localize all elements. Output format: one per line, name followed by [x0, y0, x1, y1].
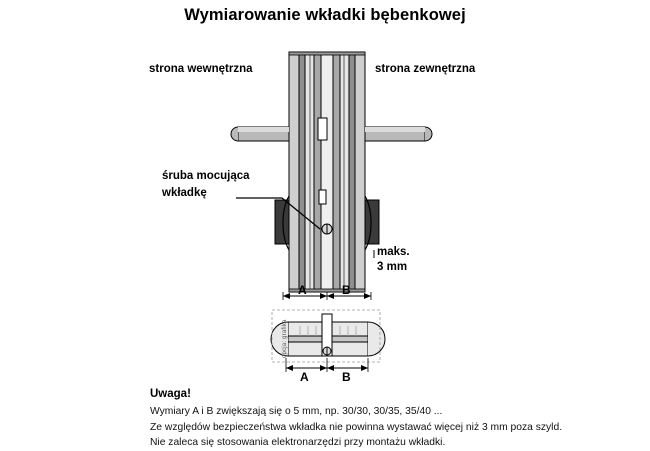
bottom-dimension-line — [286, 358, 368, 372]
label-outer-side: strona zewnętrzna — [375, 63, 476, 75]
notice-line-3: Nie zaleca się stosowania elektronarzędzi przy montażu wkładki. — [150, 437, 446, 448]
bottom-dim-b: B — [342, 370, 351, 384]
bottom-dim-a: A — [300, 370, 309, 384]
top-dim-b: B — [342, 283, 351, 297]
cylinder-body-top-view — [289, 52, 365, 292]
keyway-slot — [319, 190, 326, 204]
notice-line-1: Wymiary A i B zwiększają się o 5 mm, np. 30/30, 30/35, 35/40 ... — [150, 406, 443, 417]
cylinder-side-view — [271, 314, 385, 356]
notice-heading: Uwaga! — [150, 388, 191, 400]
page-title: Wymiarowanie wkładki bębenkowej — [184, 6, 466, 24]
label-fixing-screw-line1: śruba mocująca — [162, 170, 250, 182]
top-dim-a: A — [298, 283, 307, 297]
label-fixing-screw-line2: wkładkę — [162, 186, 207, 199]
label-inner-side: strona wewnętrzna — [149, 63, 253, 75]
cam-slot — [318, 118, 327, 140]
option-graphic-label: opcja: grafika — [282, 319, 288, 358]
label-max-line2: 3 mm — [377, 260, 408, 273]
fixing-screw-head — [322, 224, 332, 234]
top-dimension-line — [283, 292, 371, 300]
label-max-line1: maks. — [377, 246, 410, 258]
notice-line-2: Ze względów bezpieczeństwa wkładka nie powinna wystawać więcej niż 3 mm poza szyld. — [150, 421, 563, 433]
notice-body — [150, 404, 562, 451]
